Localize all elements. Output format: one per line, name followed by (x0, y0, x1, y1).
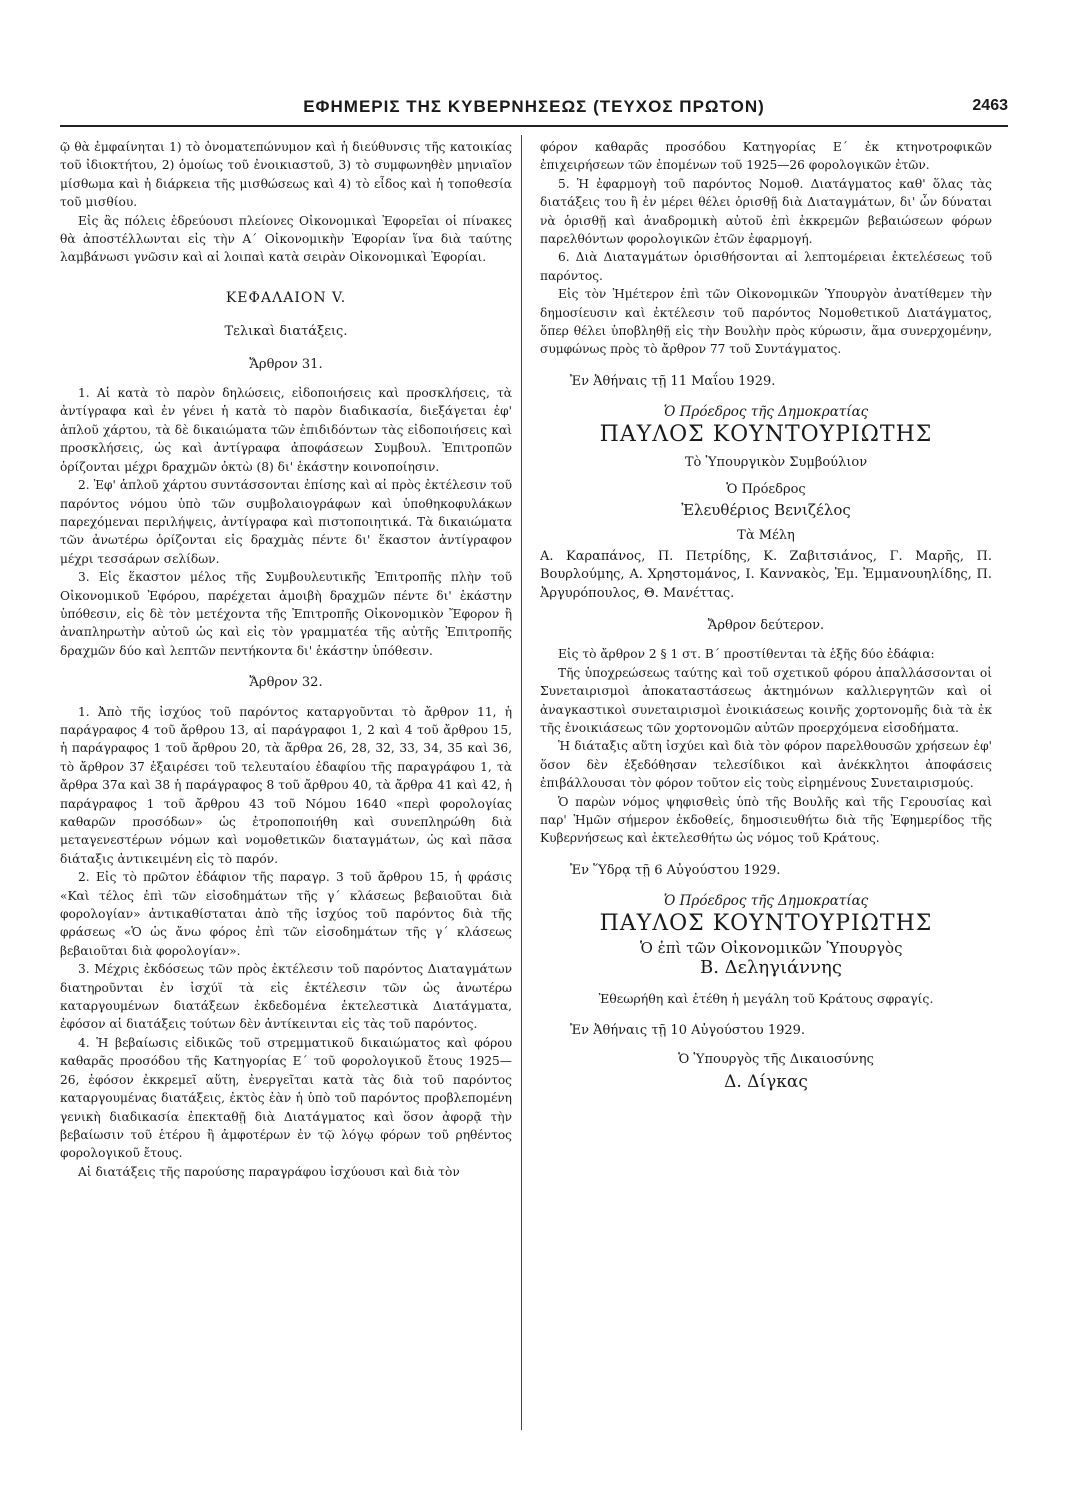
members-list: Α. Καραπάνος, Π. Πετρίδης, Κ. Ζαβιτσιάνος, Γ. Μαρῆς, Π. Βουρλούμης, Α. Χρηστομάνος, Ι. Καννακὸς, Ἐμ. Ἐμμανουηλίδης, Π. Ἀργυρόπουλος, Θ. Μανέττας. (540, 548, 992, 601)
pm-title: Ὁ Πρόεδρος (726, 481, 806, 497)
article-32-heading: Ἄρθρον 32. (249, 675, 323, 691)
paragraph: Εἰς τὸ ἄρθρον 2 § 1 στ. Β΄ προστίθενται τὰ ἑξῆς δύο ἐδάφια: (558, 647, 935, 662)
paragraph: Τῆς ὑποχρεώσεως ταύτης καὶ τοῦ σχετικοῦ φόρου ἀπαλλάσσονται οἱ Συνεταιρισμοὶ ἀποκαταστάσεως ἀκτημόνων καλλιεργητῶν καὶ οἱ ἀναγκαστικοὶ συνεταιρισμοὶ ἐνοικιάσεως κοινῆς χορτονομῆς διὰ τὰ ἐκ τῆς ἐνοικιάσεως τῶν χορτονομῶν αὐτῶν προερχόμενα εἰσοδήματα. (540, 665, 992, 735)
president-name: ΠΑΥΛΟΣ ΚΟΥΝΤΟΥΡΙΩΤΗΣ (599, 421, 933, 447)
justice-minister-title: Ὁ Ὑπουργὸς τῆς Δικαιοσύνης (678, 1051, 874, 1067)
paragraph: Αἱ διατάξεις τῆς παρούσης παραγράφου ἰσχύουσι καὶ διὰ τὸν (78, 1164, 460, 1179)
members-heading: Τὰ Μέλη (737, 528, 795, 544)
gazette-title: ΕΦΗΜΕΡΙΣ ΤΗΣ ΚΥΒΕΡΝΗΣΕΩΣ (ΤΕΥΧΟΣ ΠΡΩΤΟΝ) (303, 97, 765, 116)
paragraph: 2. Ἐφ' ἁπλοῦ χάρτου συντάσσονται ἐπίσης καὶ αἱ πρὸς ἐκτέλεσιν τοῦ παρόντος νόμου ὑπὸ τῶν συμβολαιογράφων καὶ ὑποθηκοφυλάκων παρεχόμεναι περιλήψεις, ἀντίγραφα καὶ πιστοποιητικά. Τὰ δικαιώματα τῶν ἀνωτέρω ὁρίζονται εἰς δραχμὰς πέντε δι' ἕκαστον ἀντίγραφον μέχρι τεσσάρων σελίδων. (60, 478, 512, 566)
paragraph: 5. Ἡ ἐφαρμογὴ τοῦ παρόντος Νομοθ. Διατάγματος καθ' ὅλας τὰς διατάξεις του ἢ ἐν μέρει θέλει ὁρισθῇ διὰ Διαταγμάτων, δι' ὧν δύναται νὰ ὁρισθῇ καὶ ἀναδρομικὴ αὐτοῦ ἐπὶ ἐκκρεμῶν βεβαιώσεων φόρων παρελθόντων φορολογικῶν ἐτῶν ἐφαρμογή. (540, 176, 992, 247)
column-divider (521, 135, 522, 1430)
paragraph: 3. Μέχρις ἐκδόσεως τῶν πρὸς ἐκτέλεσιν τοῦ παρόντος Διαταγμάτων διατηροῦνται ἐν ἰσχύϊ τὰ εἰς ἐκτέλεσιν τῶν ὡς ἀνωτέρω καταργουμένων διατάξεων ἐκδεδομένα ἐκτελεστικὰ Διατάγματα, ἐφόσον αἱ διατάξεις τούτων δὲν ἀντίκεινται εἰς τὰς τοῦ παρόντος. (60, 962, 512, 1032)
council-heading: Τὸ Ὑπουργικὸν Συμβούλιον (684, 455, 868, 471)
page-number: 2463 (972, 97, 1008, 114)
seal-line: Ἐθεωρήθη καὶ ἐτέθη ἡ μεγάλη τοῦ Κράτους σφραγίς. (598, 990, 934, 1006)
date-line: Ἐν Ἀθήναις τῇ 11 Μαΐου 1929. (570, 373, 776, 389)
paragraph: Εἰς ἃς πόλεις ἑδρεύουσι πλείονες Οἰκονομικαὶ Ἐφορεῖαι οἱ πίνακες θὰ ἀποστέλλωνται εἰς τὴν Α΄ Οἰκονομικὴν Ἐφορίαν ἵνα διὰ ταύτης λαμβάνωσι γνῶσιν καὶ αἱ λοιπαὶ κατὰ σειρὰν Οἰκονομικαὶ Ἐφορίαι. (60, 213, 512, 265)
chapter-heading: ΚΕΦΑΛΑΙΟΝ V. (225, 289, 347, 306)
paragraph: 1. Αἱ κατὰ τὸ παρὸν δηλώσεις, εἰδοποιήσεις καὶ προσκλήσεις, τὰ ἀντίγραφα καὶ ἐν γένει ἡ κατὰ τὸ παρὸν διαδικασία, διεξάγεται ἐφ' ἁπλοῦ χάρτου, τὰ δὲ δικαιώματα τῶν ἐπιδιδόντων τὰς εἰδοποιήσεις καὶ προσκλήσεις, ὡς καὶ ἀντίγραφα ἀποφάσεων Συμβουλ. Ἐπιτροπῶν ὁρίζονται μέχρι δραχμῶν ὀκτὼ (8) δι' ἑκάστην κοινοποίησιν. (60, 386, 512, 474)
president-name: ΠΑΥΛΟΣ ΚΟΥΝΤΟΥΡΙΩΤΗΣ (599, 910, 933, 936)
finance-minister-name: Β. Δεληγιάννης (700, 957, 842, 979)
article-second-heading: Ἄρθρον δεύτερον. (707, 617, 825, 633)
left-column (60, 138, 512, 1438)
page-header (60, 95, 1008, 127)
signatory-role: Ὁ Πρόεδρος τῆς Δημοκρατίας (663, 404, 869, 421)
date-line: Ἐν Ὕδρᾳ τῇ 6 Αὐγούστου 1929. (570, 862, 781, 878)
chapter-subheading: Τελικαὶ διατάξεις. (224, 324, 348, 340)
paragraph: 4. Ἡ βεβαίωσις εἰδικῶς τοῦ στρεμματικοῦ δικαιώματος καὶ φόρου καθαρᾶς προσόδου τῆς Κατηγορίας Ε΄ τοῦ φορολογικοῦ ἔτους 1925—26, ἐφόσον ἐκκρεμεῖ αὕτη, ἐνεργεῖται κατὰ τὰς διὰ τοῦ παρόντος καταργουμένας διατάξεις, ἐκτὸς ἐὰν ἡ ὑπὸ τοῦ παρόντος προβλεπομένη γενικὴ διαδικασία ἐπεκταθῇ διὰ Διατάγματος καὶ ὅσον ἀφορᾷ τὴν βεβαίωσιν τοῦ ἑτέρου ἢ ἀμφοτέρων ἐν τῷ λόγῳ φόρων τοῦ ρηθέντος φορολογικοῦ ἔτους. (60, 1035, 512, 1161)
date-line: Ἐν Ἀθήναις τῇ 10 Αὐγούστου 1929. (570, 1023, 806, 1039)
paragraph: 1. Ἀπὸ τῆς ἰσχύος τοῦ παρόντος καταργοῦνται τὸ ἄρθρον 11, ἡ παράγραφος 4 τοῦ ἄρθρου 13, αἱ παράγραφοι 1, 2 καὶ 4 τοῦ ἄρθρου 15, ἡ παράγραφος 1 τοῦ ἄρθρου 20, τὰ ἄρθρα 26, 28, 32, 33, 34, 35 καὶ 36, τὸ ἄρθρον 37 ἐξαιρέσει τοῦ τελευταίου ἐδαφίου τῆς παραγράφου 1, τὰ ἄρθρα 37α καὶ 38 ἡ παράγραφος 8 τοῦ ἄρθρου 40, τὰ ἄρθρα 41 καὶ 42, ἡ παράγραφος 1 τοῦ ἄρθρου 43 τοῦ Νόμου 1640 «περὶ φορολογίας καθαρῶν προσόδων» ὡς ἐτροποποιήθη καὶ συνεπληρώθη διὰ μεταγενεστέρων νόμων καὶ νομοθετικῶν διαταγμάτων, ὡς καὶ πᾶσα διάταξις ἀντικειμένη εἰς τὸ παρόν. (60, 704, 512, 866)
signatory-role: Ὁ Πρόεδρος τῆς Δημοκρατίας (663, 893, 869, 910)
justice-minister-name: Δ. Δίγκας (724, 1072, 808, 1093)
paragraph: Ὁ παρὼν νόμος ψηφισθεὶς ὑπὸ τῆς Βουλῆς καὶ τῆς Γερουσίας καὶ παρ' Ἡμῶν σήμερον ἐκδοθείς, δημοσιευθήτω διὰ τῆς Ἐφημερίδος τῆς Κυβερνήσεως καὶ ἐκτελεσθήτω ὡς νόμος τοῦ Κράτους. (540, 794, 992, 846)
finance-minister-title: Ὁ ἐπὶ τῶν Οἰκονομικῶν Ὑπουργὸς (640, 939, 903, 958)
paragraph: ῷ θὰ ἐμφαίνηται 1) τὸ ὀνοματεπώνυμον καὶ ἡ διεύθυνσις τῆς κατοικίας τοῦ ἰδιοκτήτου, 2) ὁμοίως τοῦ ἐνοικιαστοῦ, 3) τὸ συμφωνηθὲν μηνιαῖον μίσθωμα καὶ ἡ διάρκεια τῆς μισθώσεως καὶ 4) τὸ εἶδος καὶ ἡ τοποθεσία τοῦ μισθίου. (60, 140, 512, 210)
article-31-heading: Ἄρθρον 31. (249, 356, 323, 372)
paragraph: 2. Εἰς τὸ πρῶτον ἐδάφιον τῆς παραγρ. 3 τοῦ ἄρθρου 15, ἡ φράσις «Καὶ τέλος ἐπὶ τῶν εἰσοδημάτων τῆς γ΄ κλάσεως βεβαιοῦται διὰ φορολογίαν» ἀντικαθίσταται ἀπὸ τῆς ἰσχύος τοῦ παρόντος διὰ τῆς φράσεως «Ὁ ὡς ἄνω φόρος ἐπὶ τῶν εἰσοδημάτων τῆς γ΄ κλάσεως βεβαιοῦται διὰ φορολογίαν». (60, 870, 512, 958)
pm-name: Ἐλευθέριος Βενιζέλος (681, 500, 851, 519)
right-column (540, 138, 992, 1438)
paragraph: 3. Εἰς ἕκαστον μέλος τῆς Συμβουλευτικῆς Ἐπιτροπῆς πλὴν τοῦ Οἰκονομικοῦ Ἐφόρου, παρέχεται ἀμοιβὴ δραχμῶν πέντε δι' ἑκάστην ὑπόθεσιν, εἰς δὲ τὸν μετέχοντα τῆς Ἐπιτροπῆς Οἰκονομικὸν Ἔφορον ἢ ἀναπληρωτὴν αὐτοῦ ὡς καὶ εἰς τὸν γραμματέα τῆς αὐτῆς Ἐπιτροπῆς δραχμῶν δύο καὶ λεπτῶν πεντήκοντα δι' ἑκάστην ὑπόθεσιν. (60, 570, 512, 658)
paragraph: φόρον καθαρᾶς προσόδου Κατηγορίας Ε΄ ἐκ κτηνοτροφικῶν ἐπιχειρήσεων τῶν ἐπομένων τοῦ 1925—26 φορολογικῶν ἐτῶν. (540, 140, 992, 173)
paragraph: Ἡ διάταξις αὕτη ἰσχύει καὶ διὰ τὸν φόρον παρελθουσῶν χρήσεων ἐφ' ὅσον δὲν ἐξεδόθησαν τελεσίδικοι καὶ ἀνέκκλητοι ἀποφάσεις ἐπιβάλλουσαι τὸν φόρον τοῦτον εἰς τοὺς εἰρημένους Συνεταιρισμούς. (540, 739, 992, 791)
paragraph: 6. Διὰ Διαταγμάτων ὁρισθήσονται αἱ λεπτομέρειαι ἐκτελέσεως τοῦ παρόντος. (540, 250, 992, 283)
paragraph: Εἰς τὸν Ἡμέτερον ἐπὶ τῶν Οἰκονομικῶν Ὑπουργὸν ἀνατίθεμεν τὴν δημοσίευσιν καὶ ἐκτέλεσιν τοῦ παρόντος Νομοθετικοῦ Διατάγματος, ὅπερ θέλει ὑποβληθῇ εἰς τὴν Βουλὴν πρὸς κύρωσιν, ἅμα συνερχομένην, συμφώνως πρὸς τὸ ἄρθρον 77 τοῦ Συντάγματος. (540, 287, 992, 357)
